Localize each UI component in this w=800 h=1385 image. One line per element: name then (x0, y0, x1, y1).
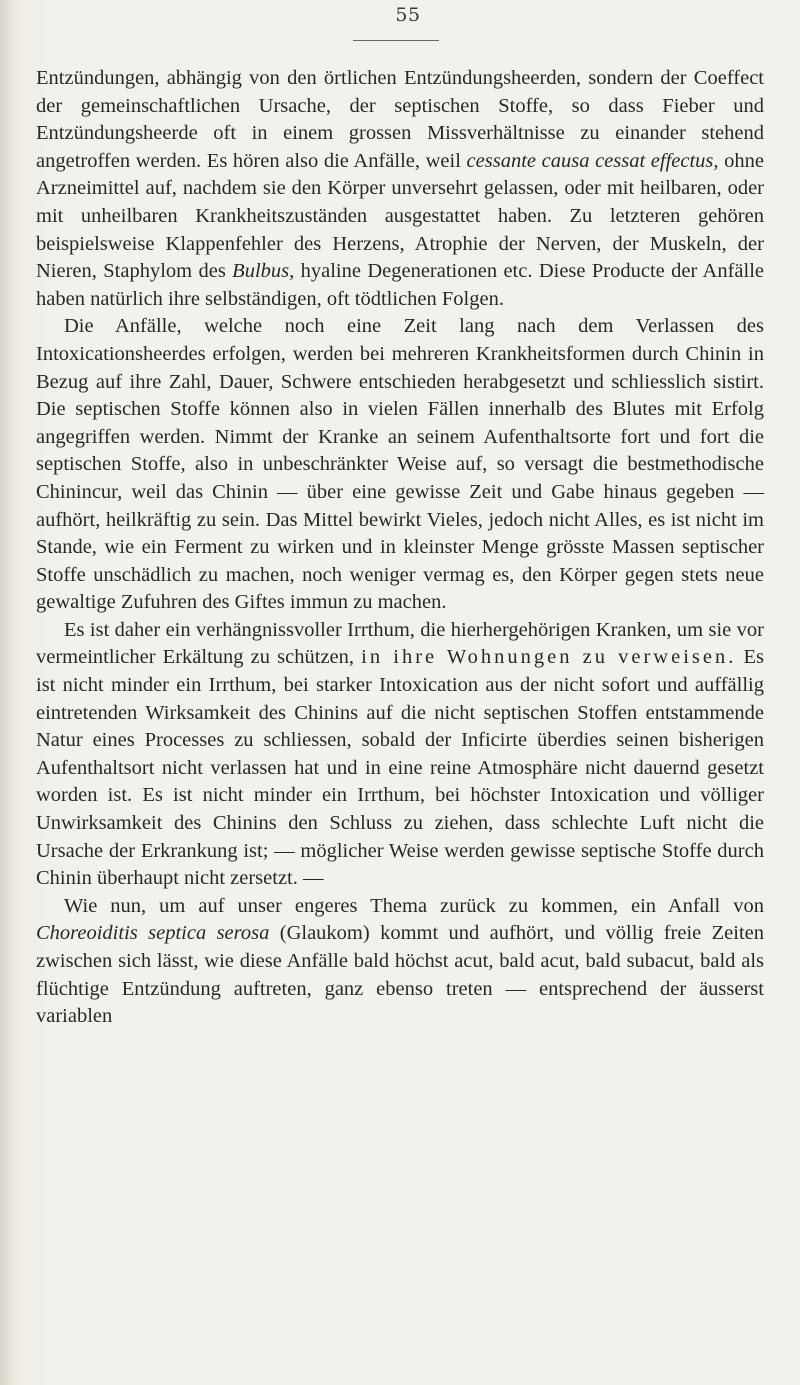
body-text (36, 65, 764, 1031)
page-gutter-shadow (0, 0, 14, 1385)
text-segment: Entzündungen, abhängig von den örtlichen Entzündungsheerden, sondern der Coeffect der gemeinschaftlichen Ursache, der septischen Stoffe, so dass Fieber und Entzündungsheerde oft in einem grossen Missverhältnisse zu einander stehend angetroffen werden. Es hören also die Anfälle, weil (36, 67, 764, 172)
text-segment: Die Anfälle, welche noch eine Zeit lang nach dem Verlassen des Intoxicationsheerdes erfolgen, werden bei mehreren Krankheitsformen durch Chinin in Bezug auf ihre Zahl, Dauer, Schwere entschieden herabgesetzt und schliesslich sistirt. Die septischen Stoffe können also in vielen Fällen innerhalb des Blutes mit Erfolg angegriffen werden. Nimmt der Kranke an seinem Aufenthaltsorte fort und fort die septischen Stoffe, also in unbeschränkter Weise auf, so versagt die bestmethodische Chinincur, weil das Chinin — über eine gewisse Zeit und Gabe hinaus gegeben — aufhört, heilkräftig zu sein. Das Mittel bewirkt Vieles, jedoch nicht Alles, es ist nicht im Stande, wie ein Ferment zu wirken und in kleinster Menge grösste Massen septischer Stoffe unschädlich zu machen, noch weniger vermag es, den Körper gegen stets neue gewaltige Zufuhren des Giftes immun zu machen. (36, 315, 764, 614)
text-segment: hyaline Degenerationen etc. Diese Producte der Anfälle haben natürlich ihre selbständigen, oft tödtlichen Folgen. (36, 260, 764, 310)
paragraph (36, 893, 764, 1031)
paragraph (36, 617, 764, 893)
header-rule (353, 40, 439, 41)
paragraph (36, 65, 764, 313)
italic-text: Bulbus, (232, 260, 295, 283)
text-segment: Wie nun, um auf unser engeres Thema zurück zu kommen, ein Anfall von (64, 894, 764, 917)
paragraph (36, 313, 764, 617)
italic-text: cessante causa cessat effectus, (466, 149, 719, 172)
emphasized-spaced-text: in ihre Wohnungen zu verweisen. (361, 646, 737, 669)
text-segment: (Glaukom) kommt und aufhört, und völlig freie Zeiten zwischen sich lässt, wie diese Anfälle bald höchst acut, bald acut, bald subacut, bald als flüchtige Entzündung auftreten, ganz ebenso treten — entsprechend der äusserst variablen (36, 922, 764, 1028)
italic-text: Choreoiditis septica serosa (36, 922, 270, 945)
page-number: 55 (395, 4, 421, 26)
text-segment: Es ist daher ein verhängnissvoller Irrthum, die hierhergehörigen Kranken, um sie vor vermeintlicher Erkältung zu schützen, (36, 618, 764, 669)
text-segment: ohne Arzneimittel auf, nachdem sie den Körper unversehrt gelassen, oder mit heilbaren, oder mit unheilbaren Krankheitszuständen ausgestattet haben. Zu letzteren gehören beispielsweise Klappenfehler des Herzens, Atrophie der Nerven, der Muskeln, der Nieren, Staphylom des (36, 149, 765, 283)
text-segment: Es ist nicht minder ein Irrthum, bei starker Intoxication aus der nicht sofort und auffällig eintretenden Wirksamkeit des Chinins auf die nicht septischen Stoffen entstammende Natur eines Processes zu schliessen, sobald der Inficirte überdies seinen bisherigen Aufenthaltsort nicht verlassen hat und in eine reine Atmosphäre nicht dauernd gesetzt worden ist. Es ist nicht minder ein Irrthum, bei höchster Intoxication und völliger Unwirksamkeit des Chinins den Schluss zu ziehen, dass schlechte Luft nicht die Ursache der Erkrankung ist; — möglicher Weise werden gewisse septische Stoffe durch Chinin überhaupt nicht zersetzt. — (36, 646, 765, 890)
